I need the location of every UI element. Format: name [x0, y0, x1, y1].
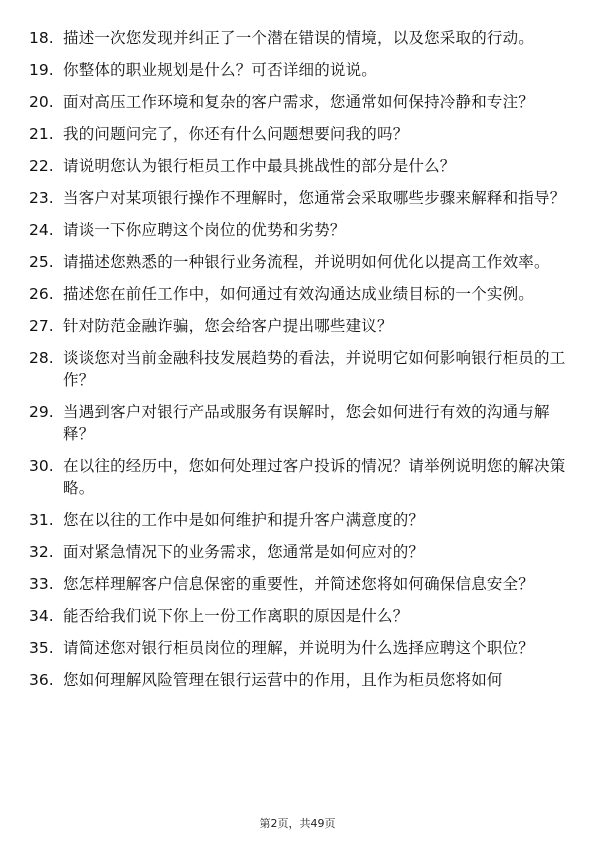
question-text: 能否给我们说下你上一份工作离职的原因是什么？ [63, 607, 409, 625]
question-item [29, 27, 569, 49]
question-number: 25. [29, 253, 54, 271]
question-number: 33. [29, 575, 54, 593]
question-text: 针对防范金融诈骗，您会给客户提出哪些建议？ [63, 317, 393, 335]
question-text: 请说明您认为银行柜员工作中最具挑战性的部分是什么？ [63, 157, 456, 175]
page-number: 第2页，共49页 [259, 817, 336, 830]
question-number: 23. [29, 189, 54, 207]
question-list [29, 27, 569, 701]
question-item [29, 91, 569, 113]
question-text: 您在以往的工作中是如何维护和提升客户满意度的？ [63, 511, 425, 529]
question-item [29, 637, 569, 659]
question-number: 34. [29, 607, 54, 625]
question-number: 36. [29, 671, 54, 689]
question-number: 29. [29, 403, 54, 421]
question-text: 谈谈您对当前金融科技发展趋势的看法，并说明它如何影响银行柜员的工作？ [63, 349, 566, 389]
question-item [29, 251, 569, 273]
question-item [29, 315, 569, 337]
question-item [29, 669, 569, 691]
question-text: 在以往的经历中，您如何处理过客户投诉的情况？请举例说明您的解决策略。 [63, 457, 566, 497]
question-text: 面对紧急情况下的业务需求，您通常是如何应对的？ [63, 543, 425, 561]
question-item [29, 59, 569, 81]
question-number: 31. [29, 511, 54, 529]
question-item [29, 455, 569, 499]
question-text: 我的问题问完了，你还有什么问题想要问我的吗？ [63, 125, 409, 143]
question-item [29, 605, 569, 627]
question-item [29, 573, 569, 595]
question-text: 请简述您对银行柜员岗位的理解，并说明为什么选择应聘这个职位？ [63, 639, 535, 657]
question-number: 22. [29, 157, 54, 175]
question-number: 27. [29, 317, 54, 335]
question-text: 描述您在前任工作中，如何通过有效沟通达成业绩目标的一个实例。 [63, 285, 535, 303]
question-number: 24. [29, 221, 54, 239]
question-text: 当遇到客户对银行产品或服务有误解时，您会如何进行有效的沟通与解释？ [63, 403, 550, 443]
question-text: 请描述您熟悉的一种银行业务流程，并说明如何优化以提高工作效率。 [63, 253, 550, 271]
question-text: 您怎样理解客户信息保密的重要性，并简述您将如何确保信息安全？ [63, 575, 535, 593]
question-item [29, 155, 569, 177]
question-item [29, 187, 569, 209]
question-number: 21. [29, 125, 54, 143]
question-number: 28. [29, 349, 54, 367]
question-number: 18. [29, 29, 54, 47]
question-item [29, 283, 569, 305]
question-number: 30. [29, 457, 54, 475]
question-text: 描述一次您发现并纠正了一个潜在错误的情境，以及您采取的行动。 [63, 29, 535, 47]
question-item [29, 347, 569, 391]
question-item [29, 401, 569, 445]
question-number: 35. [29, 639, 54, 657]
question-text: 面对高压工作环境和复杂的客户需求，您通常如何保持冷静和专注？ [63, 93, 535, 111]
question-number: 32. [29, 543, 54, 561]
question-text: 你整体的职业规划是什么？可否详细的说说。 [63, 61, 378, 79]
question-item [29, 123, 569, 145]
question-text: 您如何理解风险管理在银行运营中的作用，且作为柜员您将如何 [63, 671, 503, 689]
question-item [29, 541, 569, 563]
question-text: 当客户对某项银行操作不理解时，您通常会采取哪些步骤来解释和指导？ [63, 189, 566, 207]
question-text: 请谈一下你应聘这个岗位的优势和劣势？ [63, 221, 346, 239]
question-number: 19. [29, 61, 54, 79]
question-item [29, 219, 569, 241]
question-number: 26. [29, 285, 54, 303]
question-number: 20. [29, 93, 54, 111]
question-item [29, 509, 569, 531]
